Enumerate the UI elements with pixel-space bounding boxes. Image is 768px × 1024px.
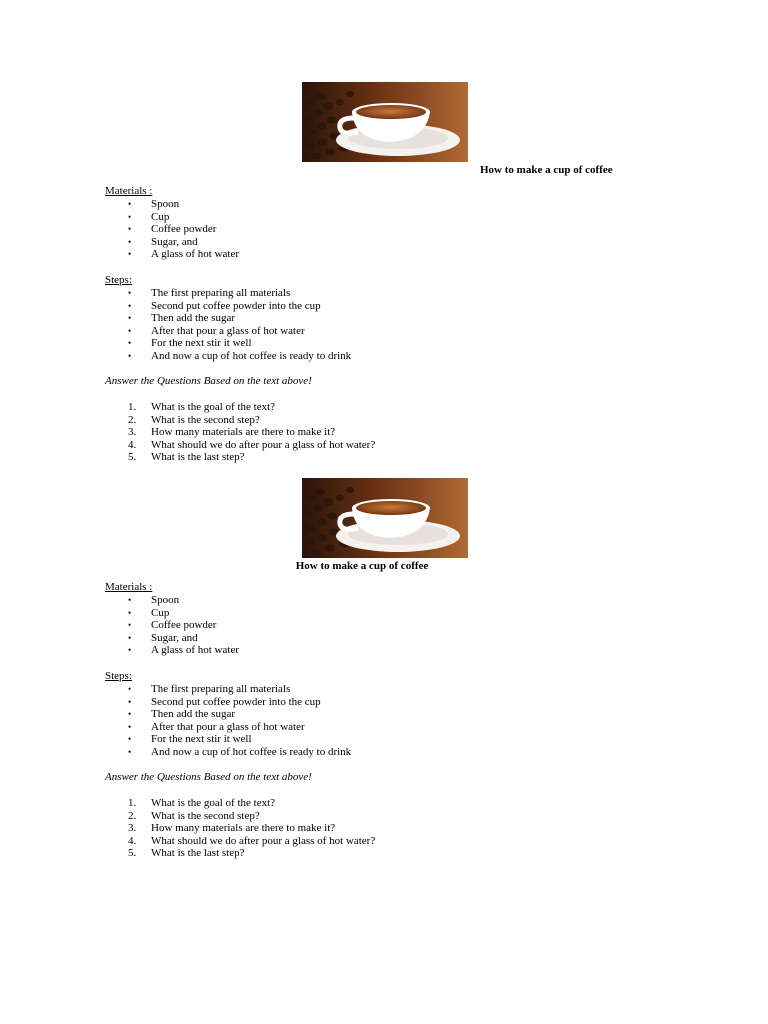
bullet: •	[128, 645, 132, 656]
number-marker: 5.	[128, 451, 137, 464]
list-item: • Then add the sugar	[128, 708, 235, 721]
list-item: • For the next stir it well	[128, 337, 252, 350]
list-item: • After that pour a glass of hot water	[128, 720, 305, 733]
bullet: •	[128, 288, 132, 298]
list-item: • Coffee powder	[128, 619, 217, 632]
bullet: •	[128, 199, 132, 209]
list-item: • A glass of hot water	[128, 248, 239, 261]
list-item: • Sugar, and	[128, 235, 198, 248]
bullet: •	[128, 350, 132, 361]
list-item: • Cup	[128, 606, 170, 619]
list-item: 5. What is the last step?	[128, 847, 245, 860]
number-marker: 3.	[128, 426, 137, 439]
bullet: •	[128, 236, 132, 247]
materials-list	[0, 198, 239, 261]
list-item: • Second put coffee powder into the cup	[128, 695, 321, 708]
list-item: 2. What is the second step?	[128, 413, 260, 426]
bullet: •	[128, 632, 132, 643]
document-title: How to make a cup of coffee	[295, 560, 429, 572]
bullet: •	[128, 746, 132, 757]
coffee-cup-photo	[302, 478, 468, 558]
bullet: •	[128, 709, 132, 720]
materials-heading: Materials :	[105, 581, 153, 593]
list-item: 5. What is the last step?	[128, 451, 245, 464]
questions-instruction: Answer the Questions Based on the text above!	[105, 375, 312, 387]
list-item: • Cup	[128, 210, 170, 223]
list-item: 3. How many materials are there to make it?	[128, 426, 336, 439]
bullet: •	[128, 721, 132, 732]
list-item: • Second put coffee powder into the cup	[128, 299, 321, 312]
bullet: •	[128, 325, 132, 336]
bullet: •	[128, 338, 132, 349]
steps-list	[0, 683, 351, 759]
bullet: •	[128, 684, 132, 694]
bullet: •	[128, 313, 132, 324]
bullet: •	[128, 620, 132, 631]
number-marker: 5.	[128, 847, 137, 860]
bullet: •	[128, 595, 132, 605]
bullet: •	[128, 734, 132, 745]
materials-heading: Materials :	[105, 185, 153, 197]
bullet: •	[128, 300, 132, 311]
bullet: •	[128, 211, 132, 222]
materials-list	[0, 594, 239, 657]
list-item: 1. What is the goal of the text?	[128, 797, 276, 809]
steps-heading: Steps:	[105, 274, 132, 286]
bullet: •	[128, 607, 132, 618]
number-marker: 3.	[128, 822, 137, 835]
list-item: • Sugar, and	[128, 631, 198, 644]
list-item: • Spoon	[128, 594, 180, 606]
bullet: •	[128, 696, 132, 707]
list-item: 4. What should we do after pour a glass of hot water?	[128, 438, 376, 451]
questions-list	[0, 401, 375, 464]
list-item: • Coffee powder	[128, 223, 217, 236]
list-item: • A glass of hot water	[128, 644, 239, 657]
bullet: •	[128, 224, 132, 235]
number-marker: 1.	[128, 797, 137, 809]
list-item: • The first preparing all materials	[128, 287, 291, 299]
bullet: •	[128, 249, 132, 260]
number-marker: 4.	[128, 834, 137, 847]
list-item: • After that pour a glass of hot water	[128, 324, 305, 337]
list-item: 2. What is the second step?	[128, 809, 260, 822]
document-title: How to make a cup of coffee	[480, 164, 613, 176]
number-marker: 4.	[128, 438, 137, 451]
number-marker: 2.	[128, 413, 137, 426]
questions-instruction: Answer the Questions Based on the text above!	[105, 771, 312, 783]
list-item: • And now a cup of hot coffee is ready to drink	[128, 349, 352, 362]
section-2	[0, 478, 768, 868]
coffee-cup-photo	[302, 82, 468, 162]
list-item: 4. What should we do after pour a glass of hot water?	[128, 834, 376, 847]
number-marker: 1.	[128, 401, 137, 413]
list-item: • For the next stir it well	[128, 733, 252, 746]
list-item: • The first preparing all materials	[128, 683, 291, 695]
steps-heading: Steps:	[105, 670, 132, 682]
list-item: 1. What is the goal of the text?	[128, 401, 276, 413]
section-1	[0, 82, 768, 472]
questions-list	[0, 797, 375, 860]
steps-list	[0, 287, 351, 363]
list-item: • Spoon	[128, 198, 180, 210]
list-item: • Then add the sugar	[128, 312, 235, 325]
number-marker: 2.	[128, 809, 137, 822]
list-item: 3. How many materials are there to make it?	[128, 822, 336, 835]
list-item: • And now a cup of hot coffee is ready to drink	[128, 745, 352, 758]
